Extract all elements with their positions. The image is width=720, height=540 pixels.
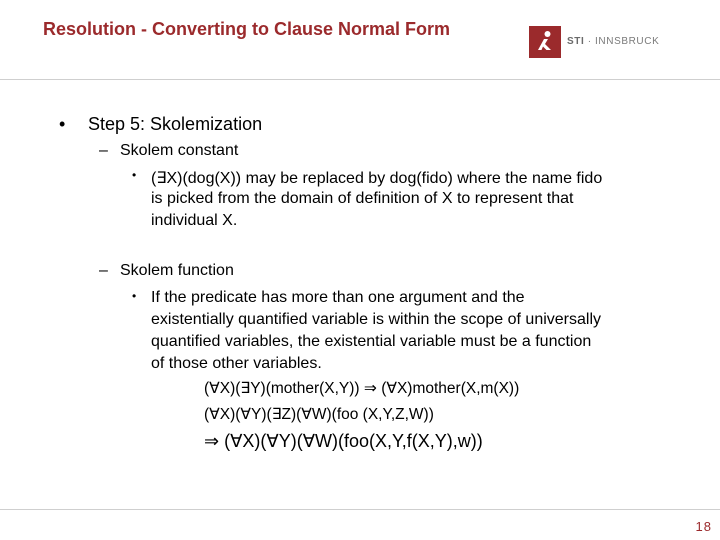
formula-mother: (∀X)(∃Y)(mother(X,Y)) ⇒ (∀X)mother(X,m(X)) [204,380,520,397]
formula-foo: (∀X)(∀Y)(∃Z)(∀W)(foo (X,Y,Z,W)) [204,406,434,423]
bullet-marker: • [59,114,66,134]
constant-line-3: individual X. [151,212,238,229]
function-line-3: quantified variables, the existential variable must be a function [151,333,592,350]
constant-line-1: (∃X)(dog(X)) may be replaced by dog(fido) where the name fido [151,170,603,187]
slide-title: Resolution - Converting to Clause Normal Form [43,19,451,39]
page-number: 18 [695,519,712,534]
function-line-2: existentially quantified variable is within the scope of universally [151,311,602,328]
logo-text: STI · INNSBRUCK [567,36,660,47]
sub-bullet-skolem-function: Skolem function [120,262,234,279]
bullet-step5: Step 5: Skolemization [88,114,263,134]
dash-marker: – [99,262,108,279]
dot-marker: • [132,168,137,182]
footer-divider [0,509,720,510]
dash-marker: – [99,142,108,159]
function-line-4: of those other variables. [151,355,322,372]
formula-foo-skolemized: ⇒ (∀X)(∀Y)(∀W)(foo(X,Y,f(X,Y),w)) [204,431,483,451]
function-line-1: If the predicate has more than one argument and the [151,289,525,306]
dot-marker: • [132,289,137,303]
constant-line-2: is picked from the domain of definition of X to represent that [151,190,574,207]
sub-bullet-skolem-constant: Skolem constant [120,142,239,159]
